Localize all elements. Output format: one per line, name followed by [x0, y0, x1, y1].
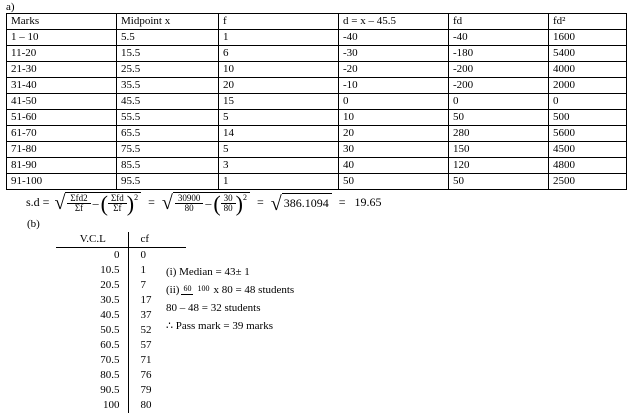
- table-row: [7, 110, 627, 126]
- vcl-header-row: [56, 232, 186, 248]
- cell-d: 10: [339, 110, 449, 126]
- table-row: [7, 158, 627, 174]
- cell-vcl: 0: [56, 248, 128, 264]
- cell-fd: 0: [449, 94, 549, 110]
- cell-d: 0: [339, 94, 449, 110]
- cell-f: 20: [219, 78, 339, 94]
- cell-fd2: 2500: [549, 174, 627, 190]
- cell-vcl: 30.5: [56, 293, 128, 308]
- sd-result: 19.65: [354, 195, 382, 210]
- cell-d: 30: [339, 142, 449, 158]
- cell-marks: 81-90: [7, 158, 117, 174]
- part-b-label: (b): [27, 218, 40, 230]
- cell-fd2: 4500: [549, 142, 627, 158]
- fraction-sigma-fd-over-sigma-f: $\frac{\text{Σfd}}{\Sigma f}$: [108, 194, 127, 214]
- cell-midpoint: 75.5: [117, 142, 219, 158]
- cell-cf: 17: [140, 294, 152, 306]
- cell-d: -40: [339, 30, 449, 46]
- cell-d: 40: [339, 158, 449, 174]
- parenthesized-term-2: [213, 191, 247, 217]
- cell-fd2: 4000: [549, 62, 627, 78]
- cell-midpoint: 15.5: [117, 46, 219, 62]
- cell-f: 15: [219, 94, 339, 110]
- answer-notes: [166, 263, 294, 335]
- minus-sign-1: –: [92, 196, 99, 211]
- cell-vcl: 70.5: [56, 353, 128, 368]
- cell-fd: 150: [449, 142, 549, 158]
- table-header-row: [7, 14, 627, 30]
- cell-fd: 50: [449, 174, 549, 190]
- table-row: [56, 368, 186, 383]
- fraction-60-over-100: 60 100: [183, 284, 210, 294]
- cell-vcl: 50.5: [56, 323, 128, 338]
- equals-3: =: [338, 195, 346, 210]
- cell-fd: -200: [449, 78, 549, 94]
- cell-d: -20: [339, 62, 449, 78]
- sd-label: s.d =: [26, 195, 50, 210]
- radicand-value: 386.1094: [282, 193, 332, 213]
- radical-first: [54, 191, 141, 217]
- cell-d: 20: [339, 126, 449, 142]
- cell-fd2: 5600: [549, 126, 627, 142]
- note-subtraction: [166, 299, 294, 317]
- cell-fd: -180: [449, 46, 549, 62]
- radical-sign-icon: √: [270, 192, 282, 215]
- cell-fd: -200: [449, 62, 549, 78]
- cell-vcl: 60.5: [56, 338, 128, 353]
- column-header-f: f: [219, 14, 339, 30]
- table-row: [7, 62, 627, 78]
- cell-fd2: 500: [549, 110, 627, 126]
- close-paren-2: ): [235, 191, 243, 217]
- fraction-30-over-80: $\frac{30}{80}$: [221, 194, 236, 214]
- column-header-cf: cf: [128, 232, 186, 248]
- open-paren-1: (: [100, 191, 108, 217]
- table-row: [7, 142, 627, 158]
- radical-sign-icon: √: [161, 192, 173, 214]
- fraction-sigma-fd2-over-sigma-f: $\frac{\text{Σfd2}}{\Sigma f}$: [67, 194, 90, 214]
- cell-cf: 80: [140, 399, 152, 411]
- cell-fd2: 1600: [549, 30, 627, 46]
- column-header-marks: Marks: [7, 14, 117, 30]
- table-row: [7, 174, 627, 190]
- cell-vcl: 40.5: [56, 308, 128, 323]
- cell-cf: 71: [140, 354, 152, 366]
- cell-d: -10: [339, 78, 449, 94]
- cell-vcl: 90.5: [56, 383, 128, 398]
- cell-fd: -40: [449, 30, 549, 46]
- cell-f: 14: [219, 126, 339, 142]
- column-header-vcl: V.C.L: [56, 232, 128, 248]
- radical-sign-icon: √: [54, 192, 66, 214]
- cell-cf: 79: [140, 384, 152, 396]
- cell-marks: 21-30: [7, 62, 117, 78]
- table-row: [56, 338, 186, 353]
- cell-cf: 7: [140, 279, 146, 291]
- cell-fd: 280: [449, 126, 549, 142]
- parenthesized-term-1: [100, 191, 139, 217]
- frequency-table: [6, 13, 627, 190]
- cell-marks: 61-70: [7, 126, 117, 142]
- cell-vcl: 80.5: [56, 368, 128, 383]
- note-percentage-prefix: (ii): [166, 284, 180, 296]
- part-a-label: a): [6, 1, 15, 13]
- fraction-30900-over-80: $\frac{30900}{80}$: [175, 194, 204, 214]
- table-row: [7, 30, 627, 46]
- cell-marks: 51-60: [7, 110, 117, 126]
- cell-marks: 11-20: [7, 46, 117, 62]
- cell-cf: 76: [140, 369, 152, 381]
- table-row: [7, 78, 627, 94]
- table-row: [56, 383, 186, 398]
- cell-f: 6: [219, 46, 339, 62]
- cell-cf: 57: [140, 339, 152, 351]
- cell-marks: 1 – 10: [7, 30, 117, 46]
- cell-fd2: 2000: [549, 78, 627, 94]
- equals-1: =: [148, 195, 155, 210]
- table-row: [56, 398, 186, 413]
- cell-cf: 37: [140, 309, 152, 321]
- cell-d: -30: [339, 46, 449, 62]
- radical-third: [271, 193, 332, 213]
- cell-marks: 91-100: [7, 174, 117, 190]
- cell-midpoint: 95.5: [117, 174, 219, 190]
- minus-sign-2: –: [205, 196, 212, 211]
- standard-deviation-formula: [26, 191, 384, 217]
- exponent-2-second: 2: [243, 193, 247, 203]
- close-paren-1: ): [126, 191, 135, 217]
- radical-second: [161, 191, 250, 217]
- note-subtraction-text: 80 – 48 = 32 students: [166, 302, 261, 314]
- cell-midpoint: 55.5: [117, 110, 219, 126]
- cell-fd2: 0: [549, 94, 627, 110]
- cell-midpoint: 45.5: [117, 94, 219, 110]
- cell-f: 5: [219, 110, 339, 126]
- column-header-d: d = x – 45.5: [339, 14, 449, 30]
- equals-2: =: [257, 195, 264, 210]
- table-row: [7, 126, 627, 142]
- cell-f: 10: [219, 62, 339, 78]
- column-header-fd: fd: [449, 14, 549, 30]
- table-row: [56, 248, 186, 264]
- cell-d: 50: [339, 174, 449, 190]
- cell-fd2: 4800: [549, 158, 627, 174]
- table-row: [56, 353, 186, 368]
- cell-cf: 0: [140, 249, 146, 261]
- cell-vcl: 20.5: [56, 278, 128, 293]
- cell-cf: 1: [140, 264, 146, 276]
- cell-midpoint: 35.5: [117, 78, 219, 94]
- cell-f: 5: [219, 142, 339, 158]
- column-header-midpoint: Midpoint x: [117, 14, 219, 30]
- note-median-text: (i) Median = 43± 1: [166, 266, 250, 278]
- note-percentage: [166, 281, 294, 299]
- cell-vcl: 10.5: [56, 263, 128, 278]
- exponent-2-first: 2: [134, 193, 139, 203]
- table-row: [7, 46, 627, 62]
- cell-fd: 120: [449, 158, 549, 174]
- cell-fd2: 5400: [549, 46, 627, 62]
- cell-midpoint: 85.5: [117, 158, 219, 174]
- cell-midpoint: 65.5: [117, 126, 219, 142]
- cell-midpoint: 5.5: [117, 30, 219, 46]
- note-median: [166, 263, 294, 281]
- note-percentage-suffix: x 80 = 48 students: [213, 284, 295, 296]
- cell-f: 1: [219, 174, 339, 190]
- note-pass-mark-text: ∴ Pass mark = 39 marks: [166, 320, 273, 332]
- note-pass-mark: [166, 317, 294, 335]
- cell-midpoint: 25.5: [117, 62, 219, 78]
- cell-f: 3: [219, 158, 339, 174]
- table-row: [7, 94, 627, 110]
- column-header-fd2: fd²: [549, 14, 627, 30]
- cell-marks: 31-40: [7, 78, 117, 94]
- cell-cf: 52: [140, 324, 152, 336]
- cell-vcl: 100: [56, 398, 128, 413]
- cell-marks: 71-80: [7, 142, 117, 158]
- cell-fd: 50: [449, 110, 549, 126]
- cell-marks: 41-50: [7, 94, 117, 110]
- cell-f: 1: [219, 30, 339, 46]
- open-paren-2: (: [213, 191, 221, 217]
